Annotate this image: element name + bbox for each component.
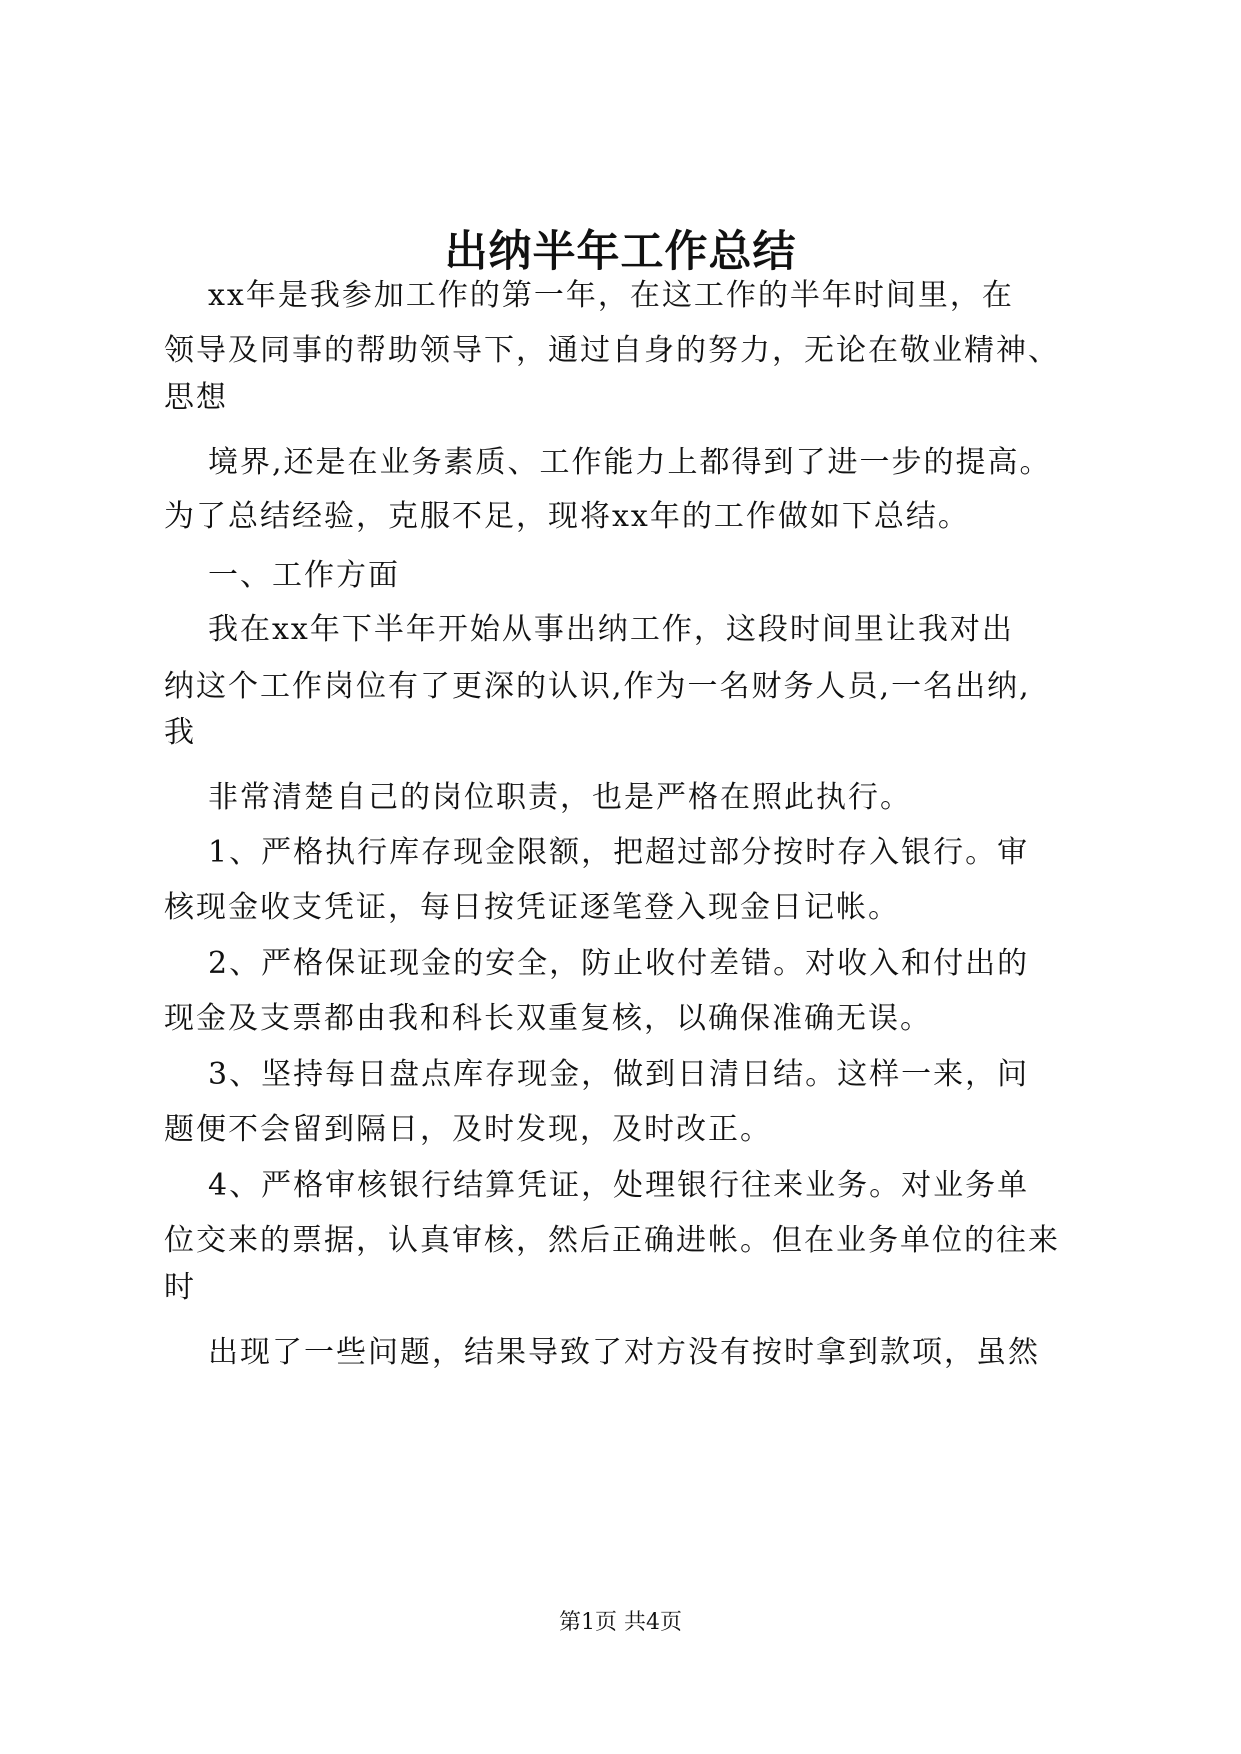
text-line: 我在xx年下半年开始从事出纳工作，这段时间里让我对出: [208, 612, 1014, 647]
text-line: 境界,还是在业务素质、工作能力上都得到了进一步的提高。: [208, 445, 1052, 480]
text-line: 思想: [164, 380, 228, 415]
page-title: 出纳半年工作总结: [444, 227, 797, 277]
text-line: 位交来的票据，认真审核，然后正确进帐。但在业务单位的往来: [164, 1223, 1060, 1258]
text-line: 出现了一些问题，结果导致了对方没有按时拿到款项，虽然: [208, 1335, 1040, 1370]
text-line: 核现金收支凭证，每日按凭证逐笔登入现金日记帐。: [164, 890, 900, 925]
text-line: 非常清楚自己的岗位职责，也是严格在照此执行。: [208, 780, 912, 815]
section-heading: 一、工作方面: [208, 558, 400, 593]
text-line: 纳这个工作岗位有了更深的认识,作为一名财务人员,一名出纳,: [164, 669, 1031, 704]
text-line: xx年是我参加工作的第一年，在这工作的半年时间里，在: [208, 278, 1014, 313]
text-line: 为了总结经验，克服不足，现将xx年的工作做如下总结。: [164, 499, 970, 534]
text-line: 题便不会留到隔日，及时发现，及时改正。: [164, 1112, 772, 1147]
text-line: 我: [164, 715, 196, 750]
text-line: 2、严格保证现金的安全，防止收付差错。对收入和付出的: [208, 946, 1030, 981]
text-line: 现金及支票都由我和科长双重复核，以确保准确无误。: [164, 1001, 932, 1036]
text-line: 领导及同事的帮助领导下，通过自身的努力，无论在敬业精神、: [164, 333, 1060, 368]
text-line: 3、坚持每日盘点库存现金，做到日清日结。这样一来，问: [208, 1057, 1030, 1092]
text-line: 1、严格执行库存现金限额，把超过部分按时存入银行。审: [208, 835, 1030, 870]
text-line: 时: [164, 1270, 196, 1305]
page-number: 第1页 共4页: [559, 1610, 682, 1635]
text-line: 4、严格审核银行结算凭证，处理银行往来业务。对业务单: [208, 1168, 1030, 1203]
